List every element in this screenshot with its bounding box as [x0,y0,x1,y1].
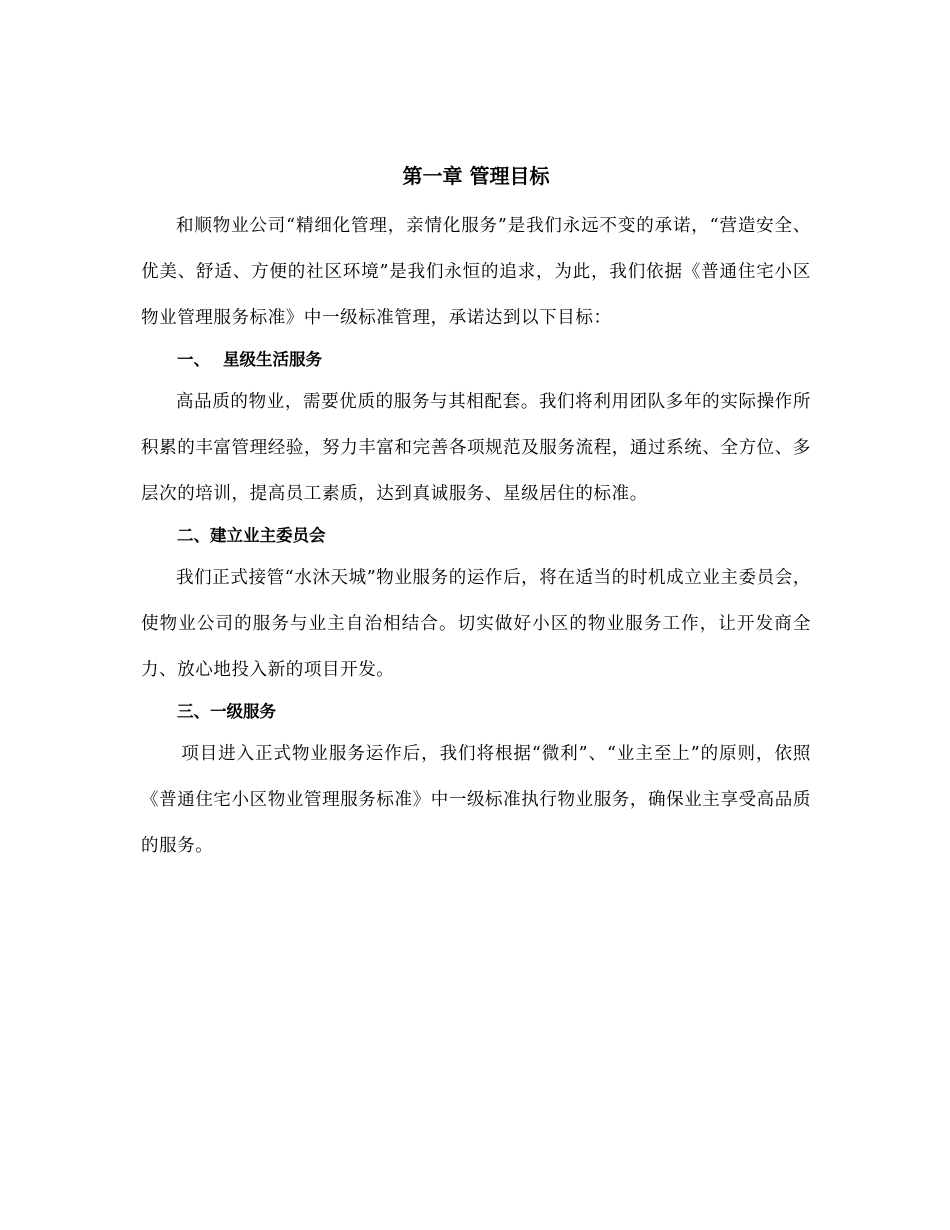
section-heading-1 [141,341,811,379]
section-number-1: 一、 [177,350,210,369]
section-number-3: 三、 [177,702,210,721]
section-title-1: 星级生活服务 [223,350,322,369]
chapter-title: 第一章 管理目标 [402,164,550,188]
section-heading-2 [141,517,811,555]
section-body-3: 项目进入正式物业服务运作后，我们将根据“微利”、“业主至上”的原则，依照《普通住宅小区物业管理服务标准》中一级标准执行物业服务，确保业主享受高品质的服务。 [141,744,811,856]
section-number-2: 二、 [177,526,210,545]
section-body-1: 高品质的物业，需要优质的服务与其相配套。我们将利用团队多年的实际操作所积累的丰富管理经验，努力丰富和完善各项规范及服务流程，通过系统、全方位、多层次的培训，提高员工素质，达到真诚服务、星级居住的标准。 [141,392,811,504]
document-content [141,160,811,869]
section-heading-3 [141,693,811,731]
section-title-3: 一级服务 [210,702,276,721]
intro-paragraph: 和顺物业公司“精细化管理，亲情化服务”是我们永远不变的承诺，“营造安全、优美、舒适、方便的社区环境”是我们永恒的追求，为此，我们依据《普通住宅小区物业管理服务标准》中一级标准管理，承诺达到以下目标： [141,216,811,328]
section-title-2: 建立业主委员会 [210,526,326,545]
section-body-2: 我们正式接管“水沐天城”物业服务的运作后，将在适当的时机成立业主委员会，使物业公司的服务与业主自治相结合。切实做好小区的物业服务工作，让开发商全力、放心地投入新的项目开发。 [141,568,811,680]
